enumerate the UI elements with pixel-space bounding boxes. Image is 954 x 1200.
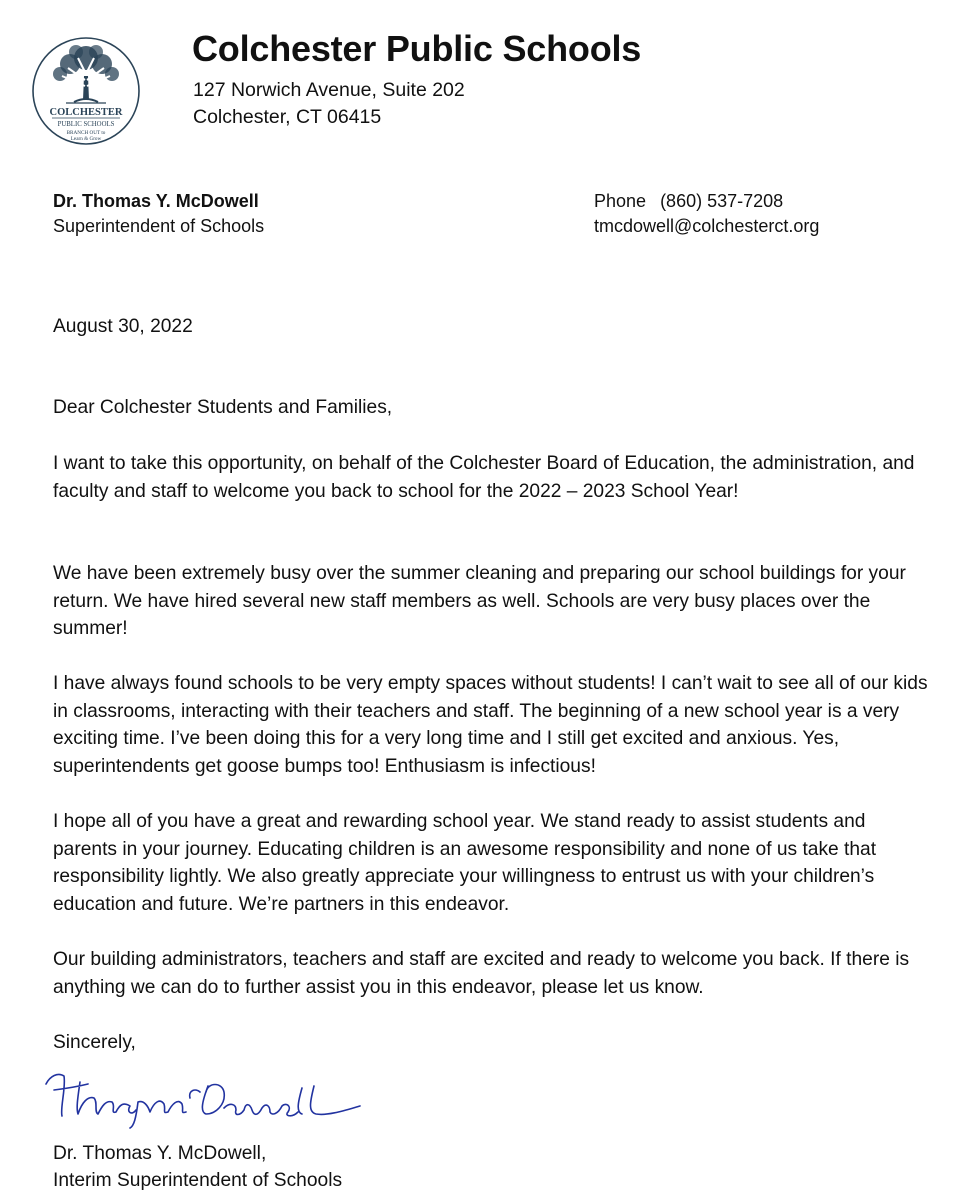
letter-date: August 30, 2022: [53, 316, 193, 337]
org-name: Colchester Public Schools: [192, 28, 642, 69]
address-line-2: Colchester, CT 06415: [193, 106, 382, 128]
paragraph-3: I have always found schools to be very empty spaces without students! I can’t wait to see all of our kids in classrooms, interacting with their teachers and staff. The beginning of a new school year is a very exciting time. I’ve been doing this for a very long time and I still get excited and anxious. Yes, superintendents get goose bumps too! Enthusiasm is infectious!: [53, 673, 928, 777]
sender-name: Dr. Thomas Y. McDowell: [53, 191, 259, 211]
paragraph-1: I want to take this opportunity, on behalf of the Colchester Board of Education, the administration, and faculty and staff to welcome you back to school for the 2022 – 2023 School Year!: [53, 453, 915, 502]
email-address: tmcdowell@colchesterct.org: [594, 216, 820, 236]
salutation: Dear Colchester Students and Families,: [53, 397, 393, 418]
signer-title: Interim Superintendent of Schools: [53, 1170, 343, 1191]
school-logo: [30, 28, 142, 154]
logo-top-text: COLCHESTER: [49, 107, 123, 118]
logo-tagline-2: Learn & Grow: [70, 136, 102, 142]
phone-line: [594, 189, 783, 214]
paragraph-4: I hope all of you have a great and rewarding school year. We stand ready to assist students and parents in your journey. Educating children is an awesome responsibility and none of us take that responsibility lightly. We also greatly appreciate your willingness to entrust us with your children’s education and future. We’re partners in this endeavor.: [53, 811, 877, 915]
phone-label: Phone: [594, 191, 647, 211]
paragraph-5: Our building administrators, teachers and staff are excited and ready to welcome you back. If there is anything we can do to further assist you in this endeavor, please let us know.: [53, 949, 910, 998]
logo-tagline-1: BRANCH OUT to: [66, 130, 106, 136]
phone-number: (860) 537-7208: [660, 191, 784, 211]
sender-title: Superintendent of Schools: [53, 216, 265, 236]
logo-middle-text: PUBLIC SCHOOLS: [57, 121, 115, 128]
tree-icon: [53, 45, 119, 103]
signature-image: [40, 1062, 370, 1132]
closing: Sincerely,: [53, 1032, 136, 1053]
signer-name: Dr. Thomas Y. McDowell,: [53, 1143, 267, 1164]
address-line-1: 127 Norwich Avenue, Suite 202: [193, 79, 465, 101]
paragraph-2: We have been extremely busy over the summer cleaning and preparing our school buildings for your return. We have hired several new staff members as well. Schools are very busy places over the summer!: [53, 563, 906, 640]
